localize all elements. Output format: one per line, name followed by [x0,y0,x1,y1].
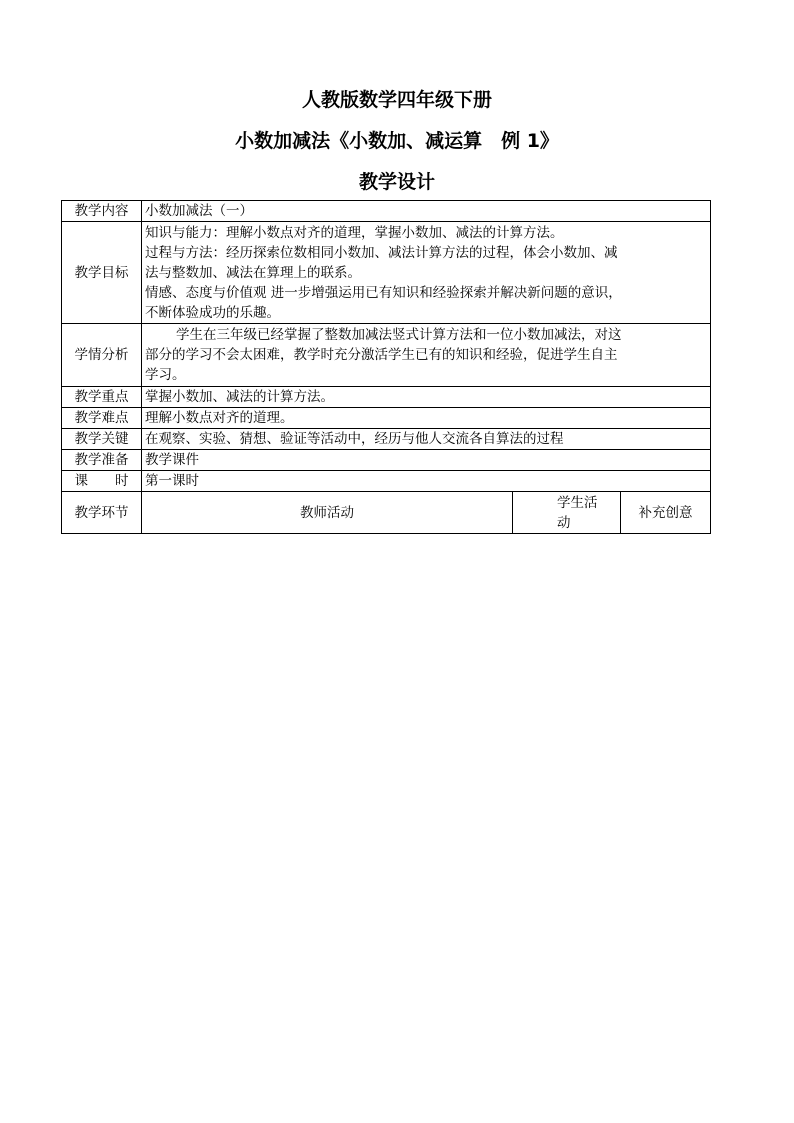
row-preparation [62,450,711,471]
header-teacher-activity: 教师活动 [142,492,513,534]
value-difficulty: 理解小数点对齐的道理。 [142,408,711,429]
analysis-line: 部分的学习不会太困难，教学时充分激活学生已有的知识和经验，促进学生自主 [145,347,618,363]
row-header [62,492,711,534]
analysis-line: 学生在三年级已经掌握了整数加减法竖式计算方法和一位小数加减法，对这 [176,327,622,343]
header-student-line: 学生活 [557,494,598,511]
value-goals [142,222,711,324]
label-preparation: 教学准备 [62,450,142,471]
row-key-point [62,387,711,408]
goals-line: 不断体验成功的乐趣。 [145,304,280,321]
row-period [62,471,711,492]
value-analysis [142,324,711,387]
header-stage: 教学环节 [62,492,142,534]
label-content: 教学内容 [62,201,142,222]
label-period: 课 时 [62,471,142,492]
lesson-plan-table [61,200,711,534]
label-crux: 教学关键 [62,429,142,450]
row-goals [62,222,711,324]
analysis-line: 学习。 [145,367,186,383]
row-content [62,201,711,222]
lesson-title: 小数加减法《小数加、减运算 例 1》 [235,130,559,152]
value-crux: 在观察、实验、猜想、验证等活动中，经历与他人交流各自算法的过程 [142,429,711,450]
goals-line: 情感、态度与价值观 进一步增强运用已有知识和经验探索并解决新问题的意识， [145,284,622,301]
header-student-line: 动 [557,514,571,531]
value-key-point: 掌握小数加、减法的计算方法。 [142,387,711,408]
design-title: 教学设计 [358,171,435,193]
header-extra-ideas: 补充创意 [621,492,711,534]
label-key-point: 教学重点 [62,387,142,408]
goals-line: 知识与能力：理解小数点对齐的道理，掌握小数加、减法的计算方法。 [145,224,564,241]
label-difficulty: 教学难点 [62,408,142,429]
header-student-activity [513,492,621,534]
row-crux [62,429,711,450]
row-difficulty [62,408,711,429]
value-preparation: 教学课件 [142,450,711,471]
document-title: 人教版数学四年级下册 [301,89,492,111]
goals-line: 法与整数加、减法在算理上的联系。 [145,264,361,281]
goals-line: 过程与方法：经历探索位数相同小数加、减法计算方法的过程，体会小数加、减 [145,244,618,261]
label-analysis: 学情分析 [62,324,142,387]
label-goals: 教学目标 [62,222,142,324]
value-content: 小数加减法（一） [142,201,711,222]
value-period: 第一课时 [142,471,711,492]
row-analysis [62,324,711,387]
